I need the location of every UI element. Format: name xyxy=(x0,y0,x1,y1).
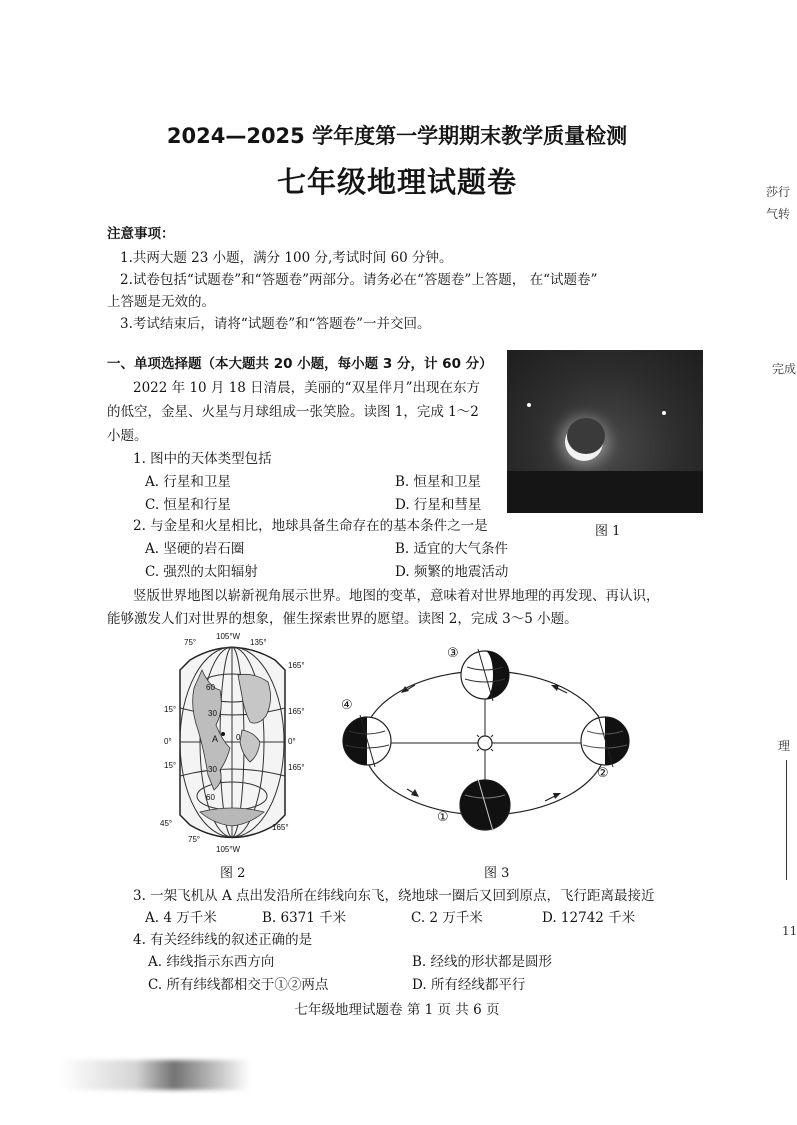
margin-text-3: 完成 xyxy=(772,362,797,376)
orbit-label-3: ③ xyxy=(447,646,459,661)
figure-1-photo xyxy=(507,350,703,513)
figure-1-caption: 图 1 xyxy=(595,524,621,539)
notice-line-2b: 上答题是无效的。 xyxy=(107,294,215,310)
scan-smudge xyxy=(60,1060,250,1090)
margin-border-line xyxy=(786,760,790,880)
venus-star xyxy=(527,403,531,407)
q2-option-b: B. 适宜的大气条件 xyxy=(395,541,509,557)
earth-position-3 xyxy=(461,649,509,701)
question-4: 4. 有关经纬线的叙述正确的是 xyxy=(133,932,313,948)
notice-line-3: 3.考试结束后，请将“试题卷”和“答题卷”一并交回。 xyxy=(120,316,431,332)
figure-3-caption: 图 3 xyxy=(484,866,510,881)
figure-2-caption: 图 2 xyxy=(220,866,246,881)
map-label-105w-top: 105°W xyxy=(216,632,241,641)
intro-line-1: 2022 年 10 月 18 日清晨，美丽的“双星伴月”出现在东方 xyxy=(133,380,480,396)
q1-option-c: C. 恒星和行星 xyxy=(145,497,231,513)
map-lat-60s: 60 xyxy=(206,793,215,802)
sun-icon xyxy=(478,736,492,750)
margin-text-4: 理 xyxy=(778,739,791,753)
page-footer: 七年级地理试题卷 第 1 页 共 6 页 xyxy=(294,1002,500,1018)
map-lat-60: 60 xyxy=(206,683,215,692)
margin-text-5: 11 xyxy=(782,924,797,938)
margin-text-2: 气转 xyxy=(766,207,791,221)
q4-option-b: B. 经线的形状都是圆形 xyxy=(412,954,553,970)
q1-option-b: B. 恒星和卫星 xyxy=(395,474,482,490)
map-lat-30s: 30 xyxy=(208,765,217,774)
map-label-165-mid: 165° xyxy=(288,707,305,716)
q2-option-c: C. 强烈的太阳辐射 xyxy=(145,564,258,580)
notice-heading: 注意事项： xyxy=(107,226,175,242)
moon-shadow xyxy=(567,418,605,454)
q2-option-a: A. 坚硬的岩石圈 xyxy=(145,541,245,557)
q3-option-c: C. 2 万千米 xyxy=(411,910,483,926)
map-label-165-bottom: 165° xyxy=(272,823,289,832)
figure-3-orbit xyxy=(335,635,635,845)
question-3: 3. 一架飞机从 A 点出发沿所在纬线向东飞，绕地球一圈后又回到原点，飞行距离最接近 xyxy=(133,888,655,904)
map-label-0-left: 0° xyxy=(164,737,172,746)
exam-title: 2024—2025 学年度第一学期期末教学质量检测 xyxy=(166,124,628,148)
map-lat-30: 30 xyxy=(208,709,217,718)
exam-subtitle: 七年级地理试题卷 xyxy=(276,165,517,199)
intro-line-3: 小题。 xyxy=(107,428,148,444)
map-label-15s-left: 15° xyxy=(164,761,177,770)
earth-position-4 xyxy=(343,715,391,767)
q4-option-d: D. 所有经线都平行 xyxy=(412,977,526,993)
map-label-0-right: 0° xyxy=(288,737,296,746)
q3-option-d: D. 12742 千米 xyxy=(542,910,636,926)
question-2: 2. 与金星和火星相比，地球具备生命存在的基本条件之一是 xyxy=(133,518,488,534)
question-1: 1. 图中的天体类型包括 xyxy=(133,451,272,467)
map-label-105w-bottom: 105°W xyxy=(216,845,241,854)
photo-ground xyxy=(507,471,703,513)
margin-text-1: 莎行 xyxy=(766,185,791,199)
q1-option-a: A. 行星和卫星 xyxy=(145,474,231,490)
mars-star xyxy=(662,411,666,415)
intro-line-5: 能够激发人们对世界的想象，催生探索世界的愿望。读图 2，完成 3～5 小题。 xyxy=(107,611,578,627)
orbit-label-4: ④ xyxy=(341,698,353,713)
orbit-label-2: ② xyxy=(597,766,609,781)
earth-position-1 xyxy=(460,779,510,831)
map-lat-0: 0 xyxy=(236,733,241,742)
map-label-15-left: 15° xyxy=(164,705,177,714)
figure-2-map xyxy=(150,630,315,855)
map-point-a: A xyxy=(212,734,219,744)
section-heading: 一、单项选择题（本大题共 20 小题，每小题 3 分，计 60 分） xyxy=(107,356,493,372)
q1-option-d: D. 行星和彗星 xyxy=(395,497,482,513)
orbit-label-1: ① xyxy=(437,810,449,825)
q4-option-c: C. 所有纬线都相交于①②两点 xyxy=(148,977,329,993)
intro-line-4: 竖版世界地图以崭新视角展示世界。地图的变革，意味着对世界地理的再发现、再认识， xyxy=(133,588,660,604)
map-label-75-bottom: 75° xyxy=(188,835,201,844)
q2-option-d: D. 频繁的地震活动 xyxy=(395,564,509,580)
q3-option-a: A. 4 万千米 xyxy=(145,910,217,926)
q3-option-b: B. 6371 千米 xyxy=(262,910,347,926)
notice-line-1: 1.共两大题 23 小题，满分 100 分,考试时间 60 分钟。 xyxy=(120,250,453,266)
q4-option-a: A. 纬线指示东西方向 xyxy=(148,954,275,970)
notice-line-2a: 2.试卷包括“试题卷”和“答题卷”两部分。请务必在“答题卷”上答题， 在“试题卷” xyxy=(120,272,598,288)
map-label-75-top: 75° xyxy=(184,638,197,647)
intro-line-2: 的低空，金星、火星与月球组成一张笑脸。读图 1，完成 1～2 xyxy=(107,404,479,420)
map-label-165-top: 165° xyxy=(288,661,305,670)
map-label-45-left: 45° xyxy=(160,819,173,828)
map-label-135: 135° xyxy=(250,638,267,647)
earth-position-2 xyxy=(581,715,629,767)
map-label-165-low: 165° xyxy=(288,763,305,772)
